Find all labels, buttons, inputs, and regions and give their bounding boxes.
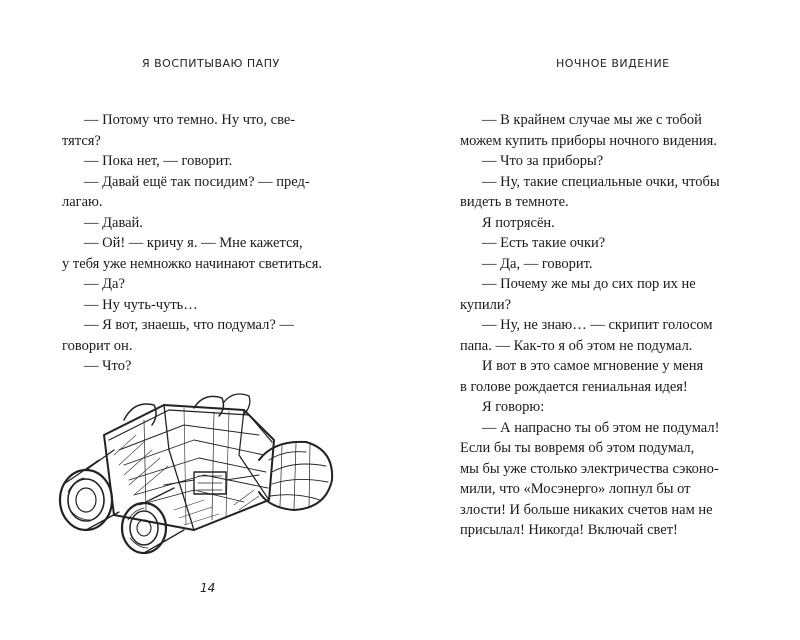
night-vision-goggles-illustration: [44, 380, 340, 560]
text-line: присылал! Никогда! Включай свет!: [460, 522, 678, 538]
goggles-body: [104, 405, 274, 530]
text-line: — Я вот, знаешь, что подумал? —: [84, 317, 294, 333]
text-line: купили?: [460, 296, 512, 313]
text-line: можем купить приборы ночного видения.: [460, 132, 717, 149]
text-line: злости! И больше никаких счетов нам не: [460, 501, 713, 518]
text-line: — Ой! — кричу я. — Мне кажется,: [84, 235, 303, 251]
right-text-block: [460, 110, 742, 541]
text-line: — Да?: [84, 276, 125, 292]
text-line: — Ну, такие специальные очки, чтобы: [482, 173, 720, 190]
text-line: — А напрасно ты об этом не подумал!: [482, 419, 720, 436]
right-running-head: НОЧНОЕ ВИДЕНИЕ: [556, 57, 670, 70]
text-line: Я потрясён.: [482, 214, 555, 231]
text-line: мили, что «Мосэнерго» лопнул бы от: [460, 481, 691, 497]
text-line: лагаю.: [62, 194, 103, 210]
text-line: видеть в темноте.: [460, 194, 569, 210]
right-page: [400, 0, 800, 640]
text-line: — Почему же мы до сих пор их не: [482, 276, 696, 292]
text-line: — Давай ещё так посидим? — пред-: [84, 173, 310, 190]
text-line: говорит он.: [62, 337, 133, 354]
text-line: — Ну чуть-чуть…: [84, 296, 198, 313]
text-line: — Есть такие очки?: [482, 235, 606, 251]
text-line: — Что?: [84, 358, 132, 374]
text-line: — Ну, не знаю… — скрипит голосом: [482, 317, 713, 333]
text-line: папа. — Как-то я об этом не подумал.: [460, 337, 693, 354]
text-line: И вот в это самое мгновение у меня: [482, 358, 704, 374]
goggles-left-eyepiece: [60, 450, 119, 530]
text-line: — Пока нет, — говорит.: [84, 153, 233, 169]
text-line: — Давай.: [84, 214, 143, 231]
text-line: мы бы уже столько электричества сэконо-: [460, 460, 719, 477]
left-text-block: [62, 110, 342, 377]
page-number: 14: [200, 581, 216, 595]
left-running-head: Я ВОСПИТЫВАЮ ПАПУ: [142, 57, 280, 70]
text-line: в голове рождается гениальная идея!: [460, 378, 688, 395]
text-line: — В крайнем случае мы же с тобой: [482, 112, 702, 128]
goggles-right-eyepiece: [122, 488, 184, 553]
text-line: — Что за приборы?: [482, 153, 604, 169]
text-line: у тебя уже немножко начинают светиться.: [62, 255, 323, 272]
text-line: тятся?: [62, 132, 101, 149]
text-line: Я говорю:: [482, 399, 545, 415]
text-line: — Да, — говорит.: [482, 255, 593, 272]
text-line: Если бы ты вовремя об этом подумал,: [460, 440, 695, 456]
text-line: — Потому что темно. Ну что, све-: [84, 112, 296, 128]
